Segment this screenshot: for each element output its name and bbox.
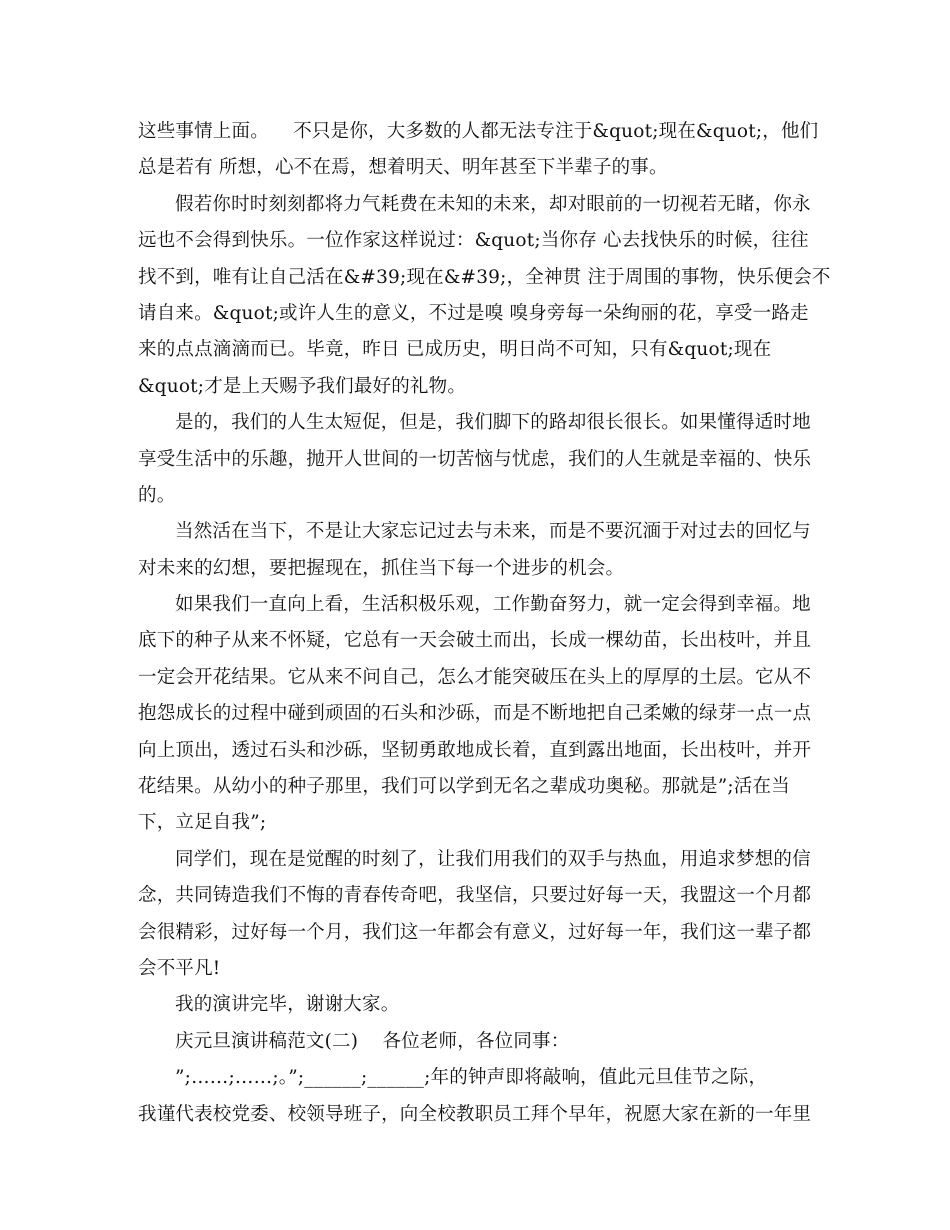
text-line: 当然活在当下，不是让大家忘记过去与未来，而是不要沉湎于对过去的回忆与: [175, 521, 811, 543]
text-line: 请自来。&quot;或许人生的意义，不过是嗅 嗅身旁每一朵绚丽的花，享受一路走: [138, 302, 809, 324]
text-line: &quot;才是上天赐予我们最好的礼物。: [138, 375, 467, 397]
text-line: 总是若有 所想，心不在焉，想着明天、明年甚至下半辈子的事。: [138, 157, 668, 179]
text-line: ”;……;……;。”;______;______;年的钟声即将敲响，值此元旦佳节之际，: [175, 1067, 768, 1089]
text-line: 远也不会得到快乐。一位作家这样说过：&quot;当你存 心去找快乐的时候，往往: [138, 230, 809, 252]
text-line: 念，共同铸造我们不悔的青春传奇吧，我坚信，只要过好每一天，我盟这一个月都: [138, 885, 812, 907]
text-line: 的。: [138, 484, 176, 506]
text-line: 向上顶出，透过石头和沙砾，坚韧勇敢地成长着，直到露出地面，长出枝叶，并开: [138, 739, 812, 761]
text-line: 对未来的幻想，要把握现在，抓住当下每一个进步的机会。: [138, 557, 625, 579]
text-line: 花结果。从幼小的种子那里，我们可以学到无名之辈成功奥秘。那就是”;活在当: [138, 776, 790, 798]
text-line: 会很精彩，过好每一个月，我们这一年都会有意义，过好每一年，我们这一辈子都: [138, 921, 812, 943]
text-line: 如果我们一直向上看，生活积极乐观，工作勤奋努力，就一定会得到幸福。地: [175, 594, 811, 616]
text-line: 我的演讲完毕，谢谢大家。: [175, 994, 400, 1016]
text-line: 这些事情上面。 不只是你，大多数的人都无法专注于&quot;现在&quot;，他们: [138, 121, 819, 142]
text-line: 同学们，现在是觉醒的时刻了，让我们用我们的双手与热血，用追求梦想的信: [175, 848, 811, 870]
text-line: 找不到，唯有让自己活在&#39;现在&#39;，全神贯 注于周围的事物，快乐便会不: [138, 266, 831, 288]
text-line: 下，立足自我”;: [138, 812, 267, 834]
text-line: 抱怨成长的过程中碰到顽固的石头和沙砾，而是不断地把自己柔嫩的绿芽一点一点: [138, 703, 812, 725]
text-line: 是的，我们的人生太短促，但是，我们脚下的路却很长很长。如果懂得适时地: [175, 412, 811, 434]
text-line: 会不平凡!: [138, 957, 221, 979]
section-heading-line: 庆元旦演讲稿范文(二) 各位老师，各位同事：: [175, 1030, 570, 1052]
text-line: 享受生活中的乐趣，抛开人世间的一切苦恼与忧虑，我们的人生就是幸福的、快乐: [138, 448, 812, 470]
text-line: 假若你时时刻刻都将力气耗费在未知的未来，却对眼前的一切视若无睹，你永: [175, 193, 811, 215]
text-line: 底下的种子从来不怀疑，它总有一天会破土而出，长成一棵幼苗，长出枝叶，并且: [138, 630, 812, 652]
document-body: [138, 114, 831, 1133]
text-line: 来的点点滴滴而已。毕竟，昨日 已成历史，明日尚不可知，只有&quot;现在: [138, 339, 772, 361]
text-line: 我谨代表校党委、校领导班子，向全校教职员工拜个早年，祝愿大家在新的一年里: [138, 1103, 812, 1125]
text-line: 一定会开花结果。它从来不问自己，怎么才能突破压在头上的厚厚的土层。它从不: [138, 666, 812, 688]
